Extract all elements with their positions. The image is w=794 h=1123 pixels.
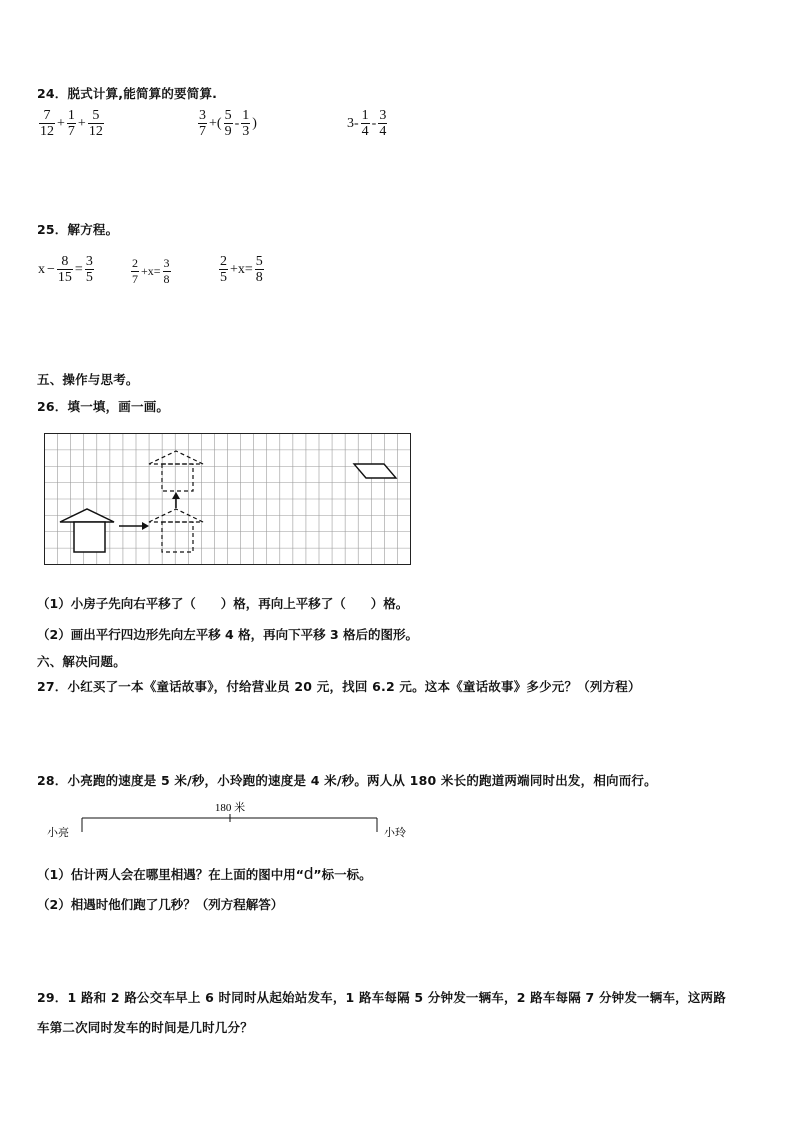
q25-equation-2: $\frac{2}{7}$ +x= $\frac{3}{8}$ <box>132 256 170 286</box>
fraction: $\frac{3}{8}$ <box>163 256 170 286</box>
q29-line-1: 29．1 路和 2 路公交车早上 6 时同时从起始站发车，1 路车每隔 5 分钟发一辆车，2 路车每隔 7 分钟发一辆车，这两路 <box>37 990 726 1005</box>
fraction: $\frac{3}{4}$ <box>379 108 387 139</box>
fraction: $\frac{5}{9}$ <box>224 108 232 139</box>
q24-expression-3: 3- $\frac{1}{4}$ - $\frac{3}{4}$ <box>347 108 387 139</box>
section-heading-6: 六、解决问题。 <box>37 654 126 669</box>
q25-equation-3: $\frac{2}{5}$ +x= $\frac{5}{8}$ <box>220 254 263 285</box>
track-length-label: 180 米 <box>214 802 246 814</box>
xiaoling-label: 小玲 <box>384 827 406 839</box>
q28-part-2: （2）相遇时他们跑了几秒？（列方程解答） <box>37 897 284 912</box>
q29-line-2: 车第二次同时发车的时间是几时几分？ <box>37 1020 253 1035</box>
meeting-mark-symbol: d <box>303 864 314 883</box>
track-diagram <box>44 800 424 842</box>
q25-title: 25．解方程。 <box>37 222 119 237</box>
fraction: $\frac{8}{15}$ <box>57 254 72 285</box>
q24-expression-1: $\frac{7}{12}$ + $\frac{1}{7}$ + $\frac{5}{12}$ <box>40 108 103 139</box>
q26-part-1: （1）小房子先向右平移了（ ）格，再向上平移了（ ）格。 <box>37 596 409 611</box>
q26-title: 26．填一填，画一画。 <box>37 399 170 414</box>
fraction: $\frac{1}{4}$ <box>361 108 369 139</box>
fraction: $\frac{2}{5}$ <box>220 254 227 285</box>
arrow-right-head <box>142 522 149 530</box>
section-heading-5: 五、操作与思考。 <box>37 372 139 387</box>
arrow-up-head <box>172 492 180 499</box>
fraction: $\frac{3}{7}$ <box>199 108 206 139</box>
q28-part-1: （1）估计两人会在哪里相遇？在上面的图中用“d”标一标。 <box>37 864 372 883</box>
q27-title: 27．小红买了一本《童话故事》，付给营业员 20 元，找回 6.2 元。这本《童话故事》多少元？（列方程） <box>37 679 641 694</box>
fraction: $\frac{5}{8}$ <box>255 254 263 285</box>
fraction: $\frac{1}{7}$ <box>67 108 75 139</box>
q26-part-2: （2）画出平行四边形先向左平移 4 格，再向下平移 3 格后的图形。 <box>37 627 419 642</box>
q24-title: 24．脱式计算,能简算的要简算. <box>37 86 218 101</box>
dashed-house-roof-2 <box>149 451 203 464</box>
q25-equation-1: x − $\frac{8}{15}$ = $\frac{3}{5}$ <box>38 254 93 285</box>
fraction: $\frac{7}{12}$ <box>40 108 54 139</box>
fraction: $\frac{2}{7}$ <box>132 256 138 286</box>
xiaoliang-label: 小亮 <box>47 827 69 839</box>
fraction: $\frac{5}{12}$ <box>88 108 103 139</box>
q28-title: 28．小亮跑的速度是 5 米/秒，小玲跑的速度是 4 米/秒。两人从 180 米长的跑道两端同时出发，相向而行。 <box>37 773 657 788</box>
q24-expression-2: $\frac{3}{7}$ +( $\frac{5}{9}$ - $\frac{1}{3}$ ) <box>199 108 257 139</box>
house-body <box>74 522 105 552</box>
grid-figure <box>44 433 414 567</box>
fraction: $\frac{1}{3}$ <box>242 108 250 139</box>
fraction: $\frac{3}{5}$ <box>85 254 93 285</box>
